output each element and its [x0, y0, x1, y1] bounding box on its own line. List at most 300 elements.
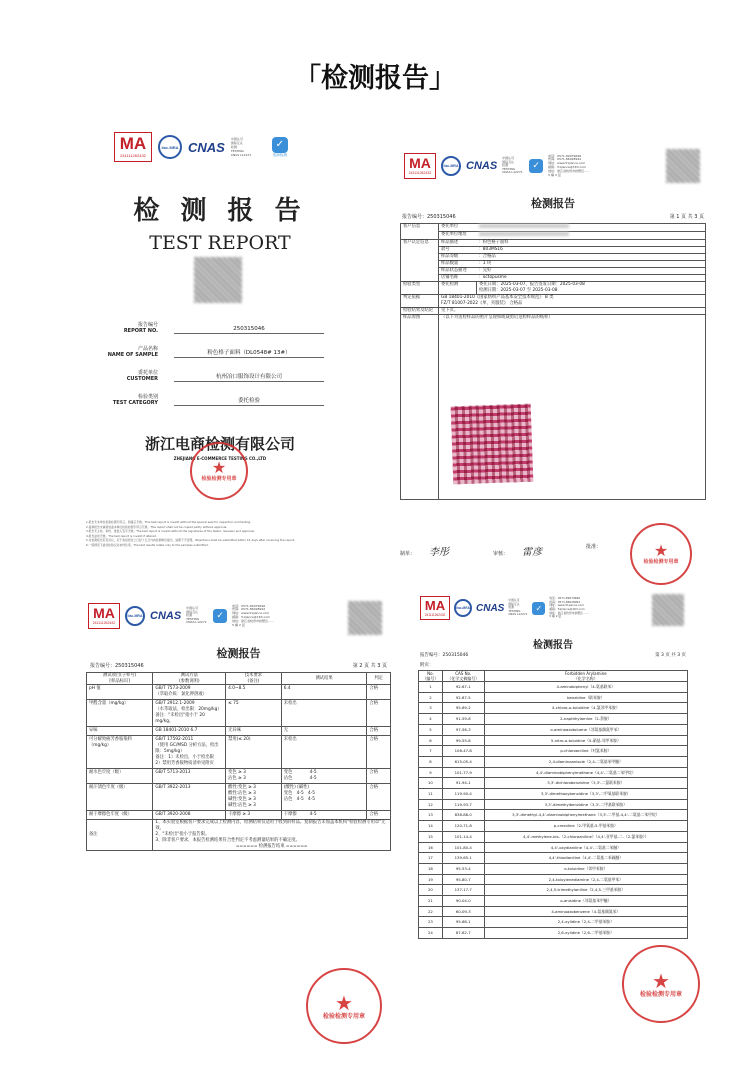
- report-heading: 检测报告: [216, 647, 261, 660]
- arylamine-name: 3,3'-dimethoxybenzidine（3,3'-二甲氧基联苯胺）: [484, 789, 687, 800]
- report-qr-code: [194, 257, 242, 303]
- contact-line: 电话：0571-89079696: [548, 153, 582, 158]
- ecommerce-testing-badge: ✓ 电商检测: [272, 138, 287, 157]
- results-row: [87, 769, 391, 784]
- cover-field-label-cn: 检验类别: [137, 394, 158, 400]
- cover-field-row: [82, 310, 358, 334]
- results-cell-item: 耐干摩擦色牢度（级）: [87, 811, 153, 820]
- star-icon: ★: [653, 541, 669, 560]
- arylamine-cas: 139-65-1: [442, 853, 484, 864]
- arylamine-no: 20: [419, 885, 443, 896]
- results-row: [87, 685, 391, 700]
- info-row-label: 检验结果及结论: [401, 308, 439, 315]
- info-item-key: 店铺名称: [439, 275, 477, 282]
- info-table: [400, 223, 706, 500]
- contact-line: 地址：浙江省杭州市拱墅区……: [549, 610, 589, 615]
- arylamine-no: 11: [419, 789, 443, 800]
- results-grid: [86, 672, 391, 851]
- arylamine-cas: 101-80-4: [442, 842, 484, 853]
- arylamine-name: 4-aminobiphenyl（4-氨基联苯）: [484, 682, 687, 693]
- redacted-text: [479, 232, 569, 236]
- results-header-cell: 判定: [367, 673, 391, 685]
- arylamine-name: p-cresidine（2-甲氧基-5-甲基苯胺）: [484, 821, 687, 832]
- ilac-mra-logo: ilac-MRA: [441, 156, 461, 176]
- arylamine-no: 2: [419, 692, 443, 703]
- cnas-logo: CNAS: [150, 610, 182, 622]
- report-heading: 检测报告: [533, 640, 573, 651]
- approver-signature: 批准：: [586, 544, 602, 550]
- arylamine-row: [419, 842, 688, 853]
- arylamine-no: 8: [419, 756, 443, 767]
- maker-signature: 制单： 李彤: [400, 547, 450, 558]
- results-cell-verdict: 合格: [367, 784, 391, 811]
- cover-field-label-cn: 产品名称: [137, 346, 158, 352]
- company-name-cn: 浙江电商检测有限公司: [144, 435, 295, 453]
- info-item-value: ：803MS16: [477, 247, 706, 254]
- cover-note: 4.报告涂改无效。The test report is invalid if altered.: [86, 533, 157, 538]
- cover-fields: [82, 310, 358, 406]
- arylamine-no: 5: [419, 724, 443, 735]
- cnas-caption: 中国认可 国际互认 检测 TESTING CNAS L12271: [230, 137, 252, 157]
- results-row: [87, 727, 391, 736]
- arylamine-name: o-toluidine（邻甲苯胺）: [484, 863, 687, 874]
- info-row-label: 检验类型: [401, 282, 439, 295]
- arylamine-cas: 101-14-4: [442, 831, 484, 842]
- info-row: [401, 232, 706, 240]
- cover-logo-row: [114, 132, 293, 162]
- info-item-key: 样品数量: [439, 261, 477, 268]
- info-item-key: 样品描述: [439, 240, 477, 247]
- report-cover-page: [82, 120, 358, 565]
- arylamine-no: 10: [419, 778, 443, 789]
- star-icon: ★: [652, 968, 670, 993]
- results-cell-req: 变色 ≥ 3 沾色 ≥ 3: [226, 769, 282, 784]
- arylamine-cas: 838-88-0: [442, 810, 484, 821]
- results-cell-method: GB/T 3920-2008: [153, 811, 226, 820]
- cover-field-label: [82, 370, 158, 382]
- cover-note: 3.报告无主检、审核、批准人签字无效。The test report is invalid without the signatures of the tester, reviewer and approver.: [86, 529, 256, 534]
- bottom-seal-right: ★ 检验检测专用章: [622, 945, 700, 1023]
- arylamine-row: [419, 917, 688, 928]
- info-row: [401, 224, 706, 232]
- arylamine-header: [419, 671, 688, 682]
- arylamine-row: [419, 746, 688, 757]
- cover-title-cn: 检 测 报 告: [133, 196, 307, 226]
- arylamine-name: 4,4'-oxydianiline（4,4'-二氨基二苯醚）: [484, 842, 687, 853]
- arylamine-cas: 99-55-8: [442, 735, 484, 746]
- report-number: 报告编号：250315046: [90, 663, 144, 669]
- cnas-logo: CNAS: [188, 139, 225, 155]
- arylamine-name: 5-nitro-o-toluidine（5-硝基-邻甲苯胺）: [484, 735, 687, 746]
- cover-note: 2.复制报告未重新加盖本单位检验检测专用章无效。This report shall not be copied partly without approval.: [86, 524, 228, 529]
- results-row: [87, 736, 391, 769]
- remarks-text: [153, 820, 391, 851]
- arylamine-no: 22: [419, 906, 443, 917]
- info-item-value: ：合格品: [477, 254, 706, 261]
- arylamine-row: [419, 885, 688, 896]
- cover-field-label-cn: 委托单位: [137, 370, 158, 376]
- contact-line: 5 幢 2 层: [549, 614, 562, 619]
- star-icon: ★: [211, 458, 227, 477]
- arylamine-no: 1: [419, 682, 443, 693]
- info-row: [401, 247, 706, 254]
- info-item-value: [477, 232, 706, 240]
- cnas-logo: CNAS: [476, 602, 505, 614]
- info-row-label: 客户信息: [401, 224, 439, 240]
- arylamine-name: 3,3'-dimethylbenzidine（3,3'-二甲基联苯胺）: [484, 799, 687, 810]
- info-row: [401, 315, 706, 500]
- info-item-value: ：octopusme: [477, 275, 706, 282]
- arylamine-cas: 92-87-5: [442, 692, 484, 703]
- results-cell-method: GB/T 17592-2011 （使用 GC/MSD 分析方法，检出限：5mg/kg） 备注：1）未检出，小于检出限 2）禁用芳香胺物质清单见附页: [153, 736, 226, 769]
- results-cell-verdict: 合格: [367, 700, 391, 727]
- arylamine-no: 14: [419, 821, 443, 832]
- cover-field-label-en: CUSTOMER: [126, 376, 158, 382]
- info-row-value: GB 18401-2010《国家纺织产品基本安全技术规范》 B 类 FZ/T 81007-2022《单、夹服装》 合格品: [439, 295, 706, 308]
- arylamine-cas: 106-47-8: [442, 746, 484, 757]
- page-number: 第 3 页 共 3 页: [655, 653, 686, 658]
- cover-field-value: 250315046: [174, 325, 324, 334]
- contact-line: 电话：0571-89079696: [232, 603, 266, 608]
- arylamine-no: 18: [419, 863, 443, 874]
- arylamine-cas: 91-94-1: [442, 778, 484, 789]
- cma-logo: MA 241111262432: [88, 603, 120, 629]
- results-cell-result: 未检出: [281, 736, 367, 769]
- arylamine-row: [419, 767, 688, 778]
- cnas-caption: 中国认可 国际互认 检测 TESTING CNAS L12271: [502, 156, 523, 175]
- arylamine-name: benzidine（联苯胺）: [484, 692, 687, 703]
- results-cell-verdict: 合格: [367, 727, 391, 736]
- cnas-logo: CNAS: [466, 160, 498, 172]
- check-shield-icon: ✓: [272, 137, 288, 153]
- page-title: 「检测报告」: [294, 63, 456, 94]
- cover-inspection-seal: ★ 检验检测专用章: [190, 442, 248, 500]
- report-qr-code: [652, 594, 684, 626]
- arylamine-name: 4-chloro-o-toluidine（4-氯邻甲苯胺）: [484, 703, 687, 714]
- contact-line: 地址：浙江省杭州市拱墅区……: [548, 168, 591, 173]
- info-row: [401, 254, 706, 261]
- results-row: [87, 700, 391, 727]
- info-row: [401, 295, 706, 308]
- p2-logo-row: [88, 603, 302, 629]
- results-cell-item: 耐汗渍色牢度（级）: [87, 784, 153, 811]
- arylamine-row: [419, 692, 688, 703]
- p3-logo-row: [420, 596, 611, 620]
- report-heading: 检测报告: [531, 197, 575, 210]
- contact-line: 网址：www.51jiance.com: [548, 161, 586, 166]
- arylamine-row: [419, 821, 688, 832]
- cover-field-label-en: REPORT NO.: [123, 328, 158, 334]
- results-cell-result: 无: [281, 727, 367, 736]
- info-row: [401, 275, 706, 282]
- appendix-label: 附页：: [420, 663, 434, 668]
- remarks-label: 备注: [87, 820, 153, 851]
- cma-logo: MA 241111262432: [404, 153, 436, 179]
- info-item-value: ：粉色格子面料: [477, 240, 706, 247]
- contact-info: [549, 597, 611, 619]
- arylamine-name: 4,4'-thiodianiline（4,4'-二氨基二苯硫醚）: [484, 853, 687, 864]
- arylamine-no: 4: [419, 714, 443, 725]
- arylamine-name: 4,4'-methylene-bis-（2-chloroaniline）（4,4'-亚甲基-二-（2-氯苯胺））: [484, 831, 687, 842]
- info-row: [401, 240, 706, 247]
- results-cell-result: 变色 4-5 沾色 4-5: [281, 769, 367, 784]
- contact-line: 传真：0571-86028992: [549, 599, 581, 604]
- arylamine-no: 23: [419, 917, 443, 928]
- cover-field-value: 委托检验: [174, 397, 324, 406]
- arylamine-row: [419, 682, 688, 693]
- company-name-en: ZHEJIANG E-COMMERCE TESTING CO.,LTD: [173, 456, 267, 461]
- results-row: [87, 811, 391, 820]
- arylamine-no: 21: [419, 896, 443, 907]
- info-item-value: [477, 224, 706, 232]
- contact-line: 5 幢 2 层: [548, 172, 561, 177]
- arylamine-name: 4-aminoazobenzene（4-氨基偶氮苯）: [484, 906, 687, 917]
- arylamine-cas: 90-04-0: [442, 896, 484, 907]
- cnas-caption: 中国认可 国际互认 检测 TESTING CNAS L12271: [186, 606, 207, 625]
- arylamine-row: [419, 863, 688, 874]
- cover-field-label: [82, 394, 158, 406]
- contact-line: 邮箱：51jiance@163.com: [548, 165, 586, 169]
- info-row-value: （以下为送检样品的照片呈现和或裁剪后送检样品的贴样）: [439, 315, 706, 500]
- p1-logo-row: [404, 153, 618, 179]
- info-item-key: 款号: [439, 247, 477, 254]
- arylamine-row: [419, 906, 688, 917]
- arylamine-no: 7: [419, 746, 443, 757]
- cover-field-label-en: NAME OF SAMPLE: [107, 352, 158, 358]
- arylamine-header-cell: CAS No. （化学文摘编号）: [442, 671, 484, 682]
- arylamine-grid: [418, 670, 688, 939]
- remarks-row: [87, 820, 391, 851]
- arylamine-row: [419, 724, 688, 735]
- arylamine-row: [419, 810, 688, 821]
- arylamine-name: 3,3'-dimethyl-4,4'-diaminobiphenylmethane（3,3'-二甲基-4,4'-二氨基二苯甲烷）: [484, 810, 687, 821]
- arylamine-name: 2,6-xylidine（2,6-二甲基苯胺）: [484, 928, 687, 939]
- results-cell-req: 4.0~8.5: [226, 685, 282, 700]
- arylamine-row: [419, 928, 688, 939]
- arylamine-cas: 95-69-2: [442, 703, 484, 714]
- arylamine-cas: 95-53-4: [442, 863, 484, 874]
- cover-note: 1.报告无本单位检验检测专用章、骑缝章无效。This test report is invalid without the special seal for inspection and testing.: [86, 520, 252, 524]
- arylamine-cas: 91-59-8: [442, 714, 484, 725]
- results-cell-item: 耐水色牢度（级）: [87, 769, 153, 784]
- info-item-value: ：1 块: [477, 261, 706, 268]
- remarks-body: 1、本实验室根据客户要求完成以上检测内容，检测结果仅适用于收到的样品。复制报告未加盖本机构"检验检测专用章"无效。 2、"未检出"指小于报告限。 3、除非客户要求，本报告检测结果符合性判定不考虑测量结果的不确定度。: [155, 820, 386, 843]
- info-item-key: 委托检测: [439, 282, 477, 295]
- arylamine-cas: 95-80-7: [442, 874, 484, 885]
- redacted-text: [479, 224, 569, 228]
- results-header-cell: 测试项目(子样号) [样品标识]: [87, 673, 153, 685]
- arylamine-cas: 87-62-7: [442, 928, 484, 939]
- info-row-label: 判定依据: [401, 295, 439, 308]
- info-item-key: 委托单位地址: [439, 232, 477, 240]
- contact-line: 网址：www.51jiance.com: [232, 611, 270, 616]
- contact-line: 电话：0571-89079696: [549, 596, 581, 601]
- arylamine-cas: 120-71-8: [442, 821, 484, 832]
- star-icon: ★: [335, 990, 353, 1015]
- info-row-label: 客户认定信息: [401, 240, 439, 282]
- info-item-value: ：完好: [477, 268, 706, 275]
- report-number: 报告编号：250315046: [420, 653, 469, 658]
- check-shield-icon: ✓: [529, 159, 543, 173]
- info-row-label: 样品原图: [401, 315, 439, 500]
- arylamine-row: [419, 714, 688, 725]
- arylamine-row: [419, 778, 688, 789]
- cover-field-row: [82, 334, 358, 358]
- report-end-line: ====== 检测报告结束 ======: [235, 844, 308, 849]
- cover-field-row: [82, 382, 358, 406]
- results-cell-result: (酸性) (碱性) 变色 4-5 4-5 沾色 4-5 4-5: [281, 784, 367, 811]
- test-results-table: [86, 672, 391, 851]
- results-cell-result: 干摩擦 4-5: [281, 811, 367, 820]
- arylamine-no: 6: [419, 735, 443, 746]
- results-cell-req: 无异味: [226, 727, 282, 736]
- results-cell-verdict: 合格: [367, 811, 391, 820]
- ilac-mra-logo: ilac-MRA: [125, 606, 145, 626]
- cover-note: 5.对检测报告若有异议，应于收到报告之日起十五日内向检测单位提出，逾期不予受理。Objections shall be submitted within 15 days after receiving the report.: [86, 538, 295, 543]
- arylamine-row: [419, 799, 688, 810]
- results-cell-method: GB/T 3922-2013: [153, 784, 226, 811]
- arylamine-cas: 60-09-3: [442, 906, 484, 917]
- arylamine-row: [419, 853, 688, 864]
- results-cell-item: 异味: [87, 727, 153, 736]
- info-row: [401, 282, 706, 295]
- arylamine-no: 15: [419, 831, 443, 842]
- arylamine-row: [419, 703, 688, 714]
- results-cell-result: 未检出: [281, 700, 367, 727]
- results-header-cell: 技术要求 (备注): [226, 673, 282, 685]
- arylamine-header-cell: Forbidden Arylamine （化学名称）: [484, 671, 687, 682]
- contact-line: 网址：www.51jiance.com: [549, 603, 584, 608]
- contact-line: 传真：0571-86028992: [232, 607, 266, 612]
- cover-notes: [86, 520, 354, 548]
- arylamine-cas: 119-93-7: [442, 799, 484, 810]
- cover-field-label-cn: 报告编号: [137, 322, 158, 328]
- results-cell-method: GB/T 5713-2013: [153, 769, 226, 784]
- results-cell-item: 甲醛含量（mg/kg）: [87, 700, 153, 727]
- info-row: [401, 261, 706, 268]
- arylamine-no: 17: [419, 853, 443, 864]
- arylamine-name: 2,4-toluylenediamine（2,4-二氨基甲苯）: [484, 874, 687, 885]
- arylamine-name: 2,4-xylidine（2,4-二甲基苯胺）: [484, 917, 687, 928]
- page-number: 第 2 页 共 3 页: [352, 663, 387, 669]
- cover-field-value: 杭州冶口服饰设计有限公司: [174, 373, 324, 382]
- arylamine-row: [419, 735, 688, 746]
- info-table-grid: [400, 223, 706, 500]
- arylamine-name: 2,4,5-trimethylaniline（2,4,5-三甲基苯胺）: [484, 885, 687, 896]
- info-row-value: 委托日期：2025-03-07，报告签发日期：2025-03-08 检测日期：2025-03-07 至 2025-03-08: [477, 282, 706, 295]
- results-cell-method: GB 18401-2010 6.7: [153, 727, 226, 736]
- results-cell-result: 6.4: [281, 685, 367, 700]
- ilac-mra-logo: ilac-MRA: [158, 135, 182, 159]
- results-cell-item: 可分解致癌芳香胺染料（mg/kg）: [87, 736, 153, 769]
- results-header-cell: 测试方法 (参数说明): [153, 673, 226, 685]
- arylamine-row: [419, 789, 688, 800]
- report-page-1: [394, 143, 712, 598]
- arylamine-name: 2,4-diaminoanisole（2,4-二氨基苯甲醚）: [484, 756, 687, 767]
- arylamine-cas: 137-17-7: [442, 885, 484, 896]
- cover-title-en: TEST REPORT: [149, 232, 291, 254]
- cover-field-label-en: TEST CATEGORY: [112, 400, 158, 406]
- arylamine-name: 3,3'-dichlorobenzidine（3,3'-二氯联苯胺）: [484, 778, 687, 789]
- info-row-value: 见下页。: [439, 308, 706, 315]
- ilac-mra-logo: ilac-MRA: [454, 599, 472, 617]
- arylamine-table: [418, 670, 688, 939]
- arylamine-no: 16: [419, 842, 443, 853]
- results-cell-method: GB/T 7573-2009 （萃取介质：氯化钾溶液）: [153, 685, 226, 700]
- contact-line: 邮箱：51jiance@163.com: [549, 607, 585, 611]
- results-cell-verdict: 合格: [367, 769, 391, 784]
- results-cell-req: ≤ 75: [226, 700, 282, 727]
- arylamine-header-cell: No. （编号）: [419, 671, 443, 682]
- arylamine-cas: 95-68-1: [442, 917, 484, 928]
- arylamine-cas: 97-56-3: [442, 724, 484, 735]
- bottom-seal-left: ★ 检验检测专用章: [306, 968, 382, 1044]
- results-header-cell: 测试结果: [281, 673, 367, 685]
- info-row: [401, 268, 706, 275]
- fabric-sample-photo: [451, 404, 534, 485]
- arylamine-name: o-aminoazotoluene（邻氨基偶氮甲苯）: [484, 724, 687, 735]
- reviewer-signature: 审核： 雷彦: [493, 547, 543, 558]
- results-cell-method: GB/T 2912.1-2009 （水萃取法，检出限：20mg/kg） 备注："未检出"指小于 20 mg/kg。: [153, 700, 226, 727]
- report-page-3: [414, 590, 692, 940]
- arylamine-no: 24: [419, 928, 443, 939]
- arylamine-name: p-chloroaniline（对氯苯胺）: [484, 746, 687, 757]
- contact-line: 5 幢 2 层: [232, 622, 245, 627]
- cma-logo: MA 241111262432: [114, 132, 152, 162]
- contact-info: [232, 605, 302, 628]
- arylamine-no: 3: [419, 703, 443, 714]
- results-cell-item: pH 值: [87, 685, 153, 700]
- report-number: 报告编号：250315046: [402, 214, 456, 220]
- arylamine-no: 12: [419, 799, 443, 810]
- arylamine-name: 4,4'-diaminobiphenylmethane（4,4'-二氨基二苯甲烷）: [484, 767, 687, 778]
- p1-inspection-seal: ★ 检验检测专用章: [630, 523, 692, 585]
- arylamine-cas: 119-90-4: [442, 789, 484, 800]
- contact-info: [548, 155, 618, 178]
- arylamine-row: [419, 896, 688, 907]
- arylamine-no: 13: [419, 810, 443, 821]
- contact-line: 地址：浙江省杭州市拱墅区……: [232, 618, 275, 623]
- cover-field-row: [82, 358, 358, 382]
- info-row: [401, 308, 706, 315]
- check-shield-icon: ✓: [213, 609, 227, 623]
- contact-line: 传真：0571-86028992: [548, 157, 582, 162]
- results-cell-req: 禁用(≤ 20): [226, 736, 282, 769]
- arylamine-cas: 92-67-1: [442, 682, 484, 693]
- cnas-caption: 中国认可 国际互认 检测 TESTING CNAS L12271: [508, 598, 528, 617]
- cover-field-label: [82, 322, 158, 334]
- arylamine-no: 9: [419, 767, 443, 778]
- arylamine-cas: 101-77-9: [442, 767, 484, 778]
- contact-line: 邮箱：51jiance@163.com: [232, 615, 270, 619]
- info-item-key: 样品等级: [439, 254, 477, 261]
- page-number: 第 1 页 共 3 页: [669, 214, 704, 220]
- report-qr-code: [348, 601, 382, 635]
- info-item-key: 样品状态描述: [439, 268, 477, 275]
- arylamine-row: [419, 874, 688, 885]
- arylamine-row: [419, 756, 688, 767]
- results-row: [87, 784, 391, 811]
- check-shield-icon: ✓: [532, 602, 545, 615]
- cover-note: 6.一般情况下委托检验仅对来样负责。The test results relate only to the samples submitted.: [86, 542, 209, 547]
- results-cell-verdict: 合格: [367, 736, 391, 769]
- results-cell-req: 干摩擦 ≥ 3: [226, 811, 282, 820]
- report-page-2: [82, 595, 395, 937]
- info-item-key: 委托单位: [439, 224, 477, 232]
- arylamine-no: 19: [419, 874, 443, 885]
- report-qr-code: [666, 149, 700, 183]
- cover-field-label: [82, 346, 158, 358]
